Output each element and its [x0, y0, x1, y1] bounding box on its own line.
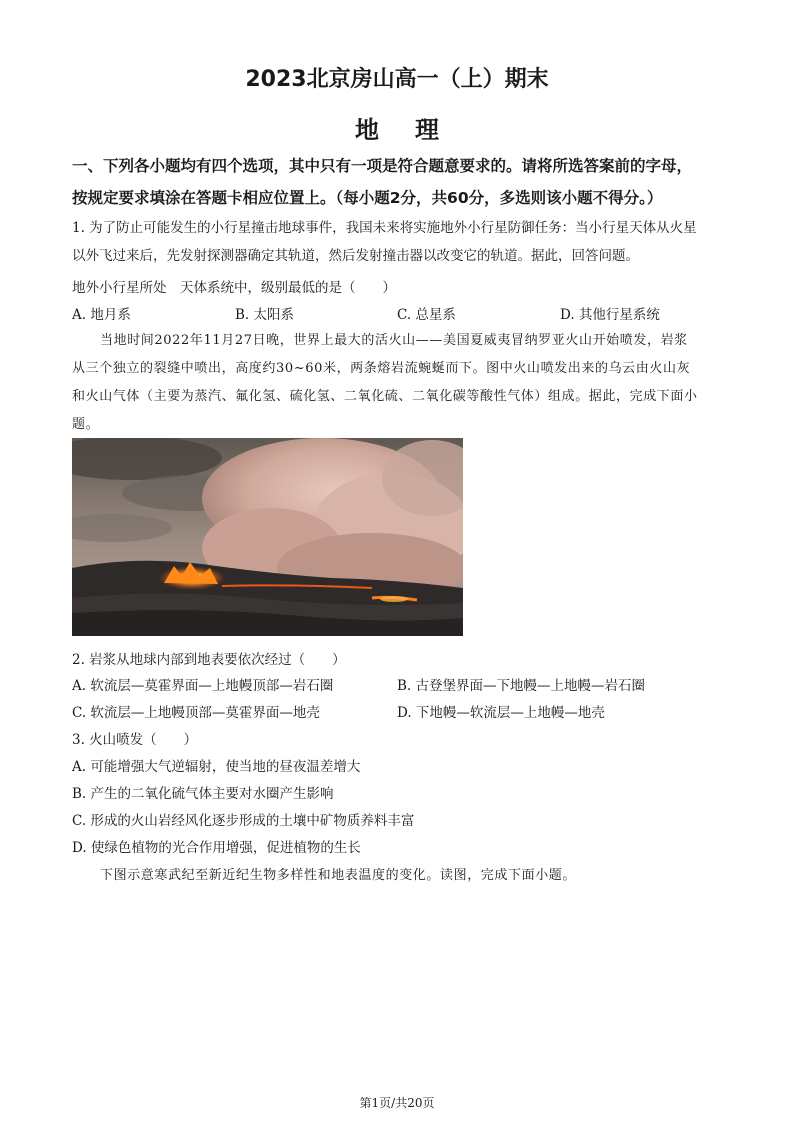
q1-stem-line2: 以外飞过来后，先发射探测器确定其轨道，然后发射撞击器以改变它的轨道。据此，回答问题。: [72, 248, 639, 264]
q2-option-d: D. 下地幔—软流层—上地幔—地壳: [397, 705, 605, 721]
figure-lead-text: 下图示意寒武纪至新近纪生物多样性和地表温度的变化。读图，完成下面小题。: [100, 868, 577, 883]
section-instructions-line1: 一、下列各小题均有四个选项，其中只有一项是符合题意要求的。请将所选答案前的字母，: [72, 157, 693, 175]
q1-question: 地外小行星所处 天体系统中，级别最低的是（ ）: [72, 280, 396, 296]
passage-line4: 题。: [72, 417, 100, 432]
subject-heading: 地理: [355, 116, 475, 144]
q2-stem: 2. 岩浆从地球内部到地表要依次经过（ ）: [72, 652, 346, 668]
q1-option-d: D. 其他行星系统: [560, 307, 660, 323]
exam-title: 2023北京房山高一（上）期末: [245, 67, 549, 92]
volcano-eruption-photo: [72, 438, 463, 636]
q3-stem: 3. 火山喷发（ ）: [72, 732, 198, 748]
passage-line3: 和火山气体（主要为蒸汽、氟化氢、硫化氢、二氧化硫、二氧化碳等酸性气体）组成。据此，完成下面小: [72, 389, 698, 404]
q3-option-b: B. 产生的二氧化硫气体主要对水圈产生影响: [72, 786, 334, 802]
q2-option-b: B. 古登堡界面—下地幔—上地幔—岩石圈: [397, 678, 646, 694]
page-number: 第1页/共20页: [359, 1096, 435, 1110]
q3-option-a: A. 可能增强大气逆辐射，使当地的昼夜温差增大: [72, 759, 361, 775]
passage-line2: 从三个独立的裂缝中喷出，高度约30~60米，两条熔岩流蜿蜒而下。图中火山喷发出来的乌云由火山灰: [72, 361, 691, 376]
q1-stem-line1: 1. 为了防止可能发生的小行星撞击地球事件，我国未来将实施地外小行星防御任务：当小行星天体从火星: [72, 220, 697, 236]
q3-option-d: D. 使绿色植物的光合作用增强，促进植物的生长: [72, 840, 361, 856]
passage-line1: 当地时间2022年11月27日晚，世界上最大的活火山——美国夏威夷冒纳罗亚火山开始喷发，岩浆: [100, 333, 688, 348]
q1-option-b: B. 太阳系: [235, 307, 295, 323]
q1-option-c: C. 总星系: [397, 307, 456, 323]
q3-option-c: C. 形成的火山岩经风化逐步形成的土壤中矿物质养料丰富: [72, 813, 415, 829]
q2-option-c: C. 软流层—上地幔顶部—莫霍界面—地壳: [72, 705, 320, 721]
q1-option-a: A. 地月系: [72, 307, 131, 323]
section-instructions-line2: 按规定要求填涂在答题卡相应位置上。（每小题2分，共60分，多选则该小题不得分。）: [72, 189, 663, 207]
q2-option-a: A. 软流层—莫霍界面—上地幔顶部—岩石圈: [72, 678, 334, 694]
